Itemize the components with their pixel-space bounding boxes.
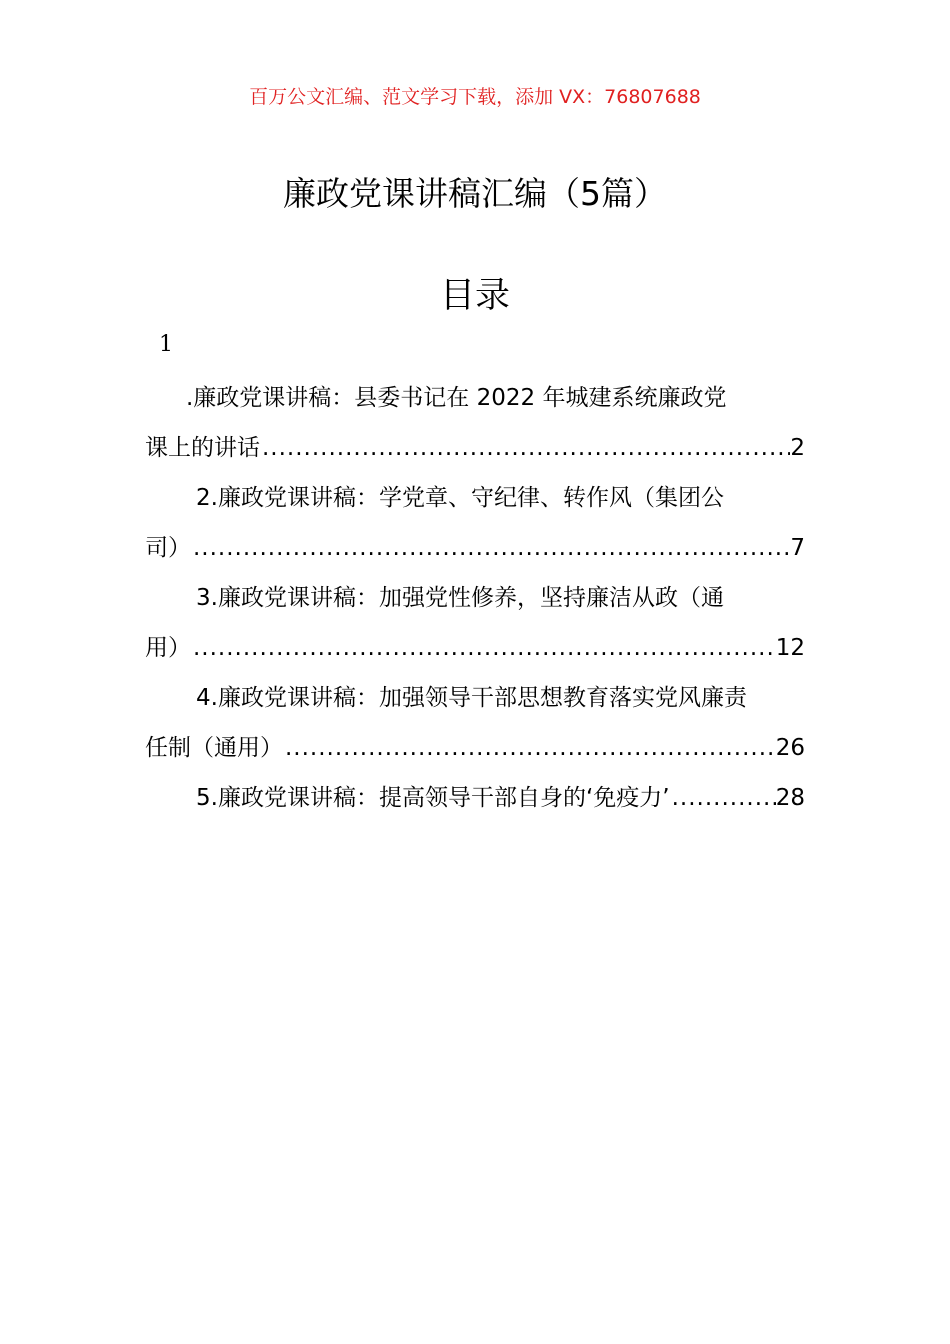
header-note: 百万公文汇编、范文学习下载，添加 VX：76807688 [249,86,701,108]
toc-page-number: 12 [775,635,805,661]
toc-entry-continuation [145,623,805,673]
toc-entry-title: .廉政党课讲稿：县委书记在 2022 年城建系统廉政党 [186,385,727,411]
toc-entry-continuation [145,723,805,773]
toc-page-number: 26 [775,735,805,761]
toc-entry-3[interactable] [145,573,805,673]
toc-entry-title-cont: 任制（通用） [145,735,283,761]
toc-entry-title: 3.廉政党课讲稿：加强党性修养，坚持廉洁从政（通 [196,585,724,611]
toc-entry-title-cont: 用） [145,635,191,661]
toc-entry-2[interactable] [145,473,805,573]
table-of-contents [145,373,805,873]
toc-entry-title-cont: 课上的讲话 [145,435,260,461]
stray-list-number: 1 [159,332,173,357]
dot-leader [191,623,776,673]
document-title: 廉政党课讲稿汇编（5篇） [283,174,667,213]
toc-entry-title-row [145,773,805,823]
toc-entry-title: 5.廉政党课讲稿：提高领导干部自身的‘免疫力’ [196,785,670,811]
toc-entry-continuation [145,423,805,473]
toc-entry-5[interactable] [145,773,805,873]
dot-leader [191,523,790,573]
toc-entry-title: 2.廉政党课讲稿：学党章、守纪律、转作风（集团公 [196,485,724,511]
dot-leader [260,423,790,473]
dot-leader [283,723,776,773]
toc-page-number: 2 [790,435,805,461]
toc-entry-4[interactable] [145,673,805,773]
toc-entry-title-cont: 司） [145,535,191,561]
toc-entry-1[interactable] [145,373,805,473]
dot-leader [670,773,776,823]
toc-page-number: 28 [775,785,805,811]
toc-entry-continuation [145,523,805,573]
toc-entry-title: 4.廉政党课讲稿：加强领导干部思想教育落实党风廉责 [196,685,747,711]
toc-page-number: 7 [790,535,805,561]
toc-heading: 目录 [439,276,510,316]
